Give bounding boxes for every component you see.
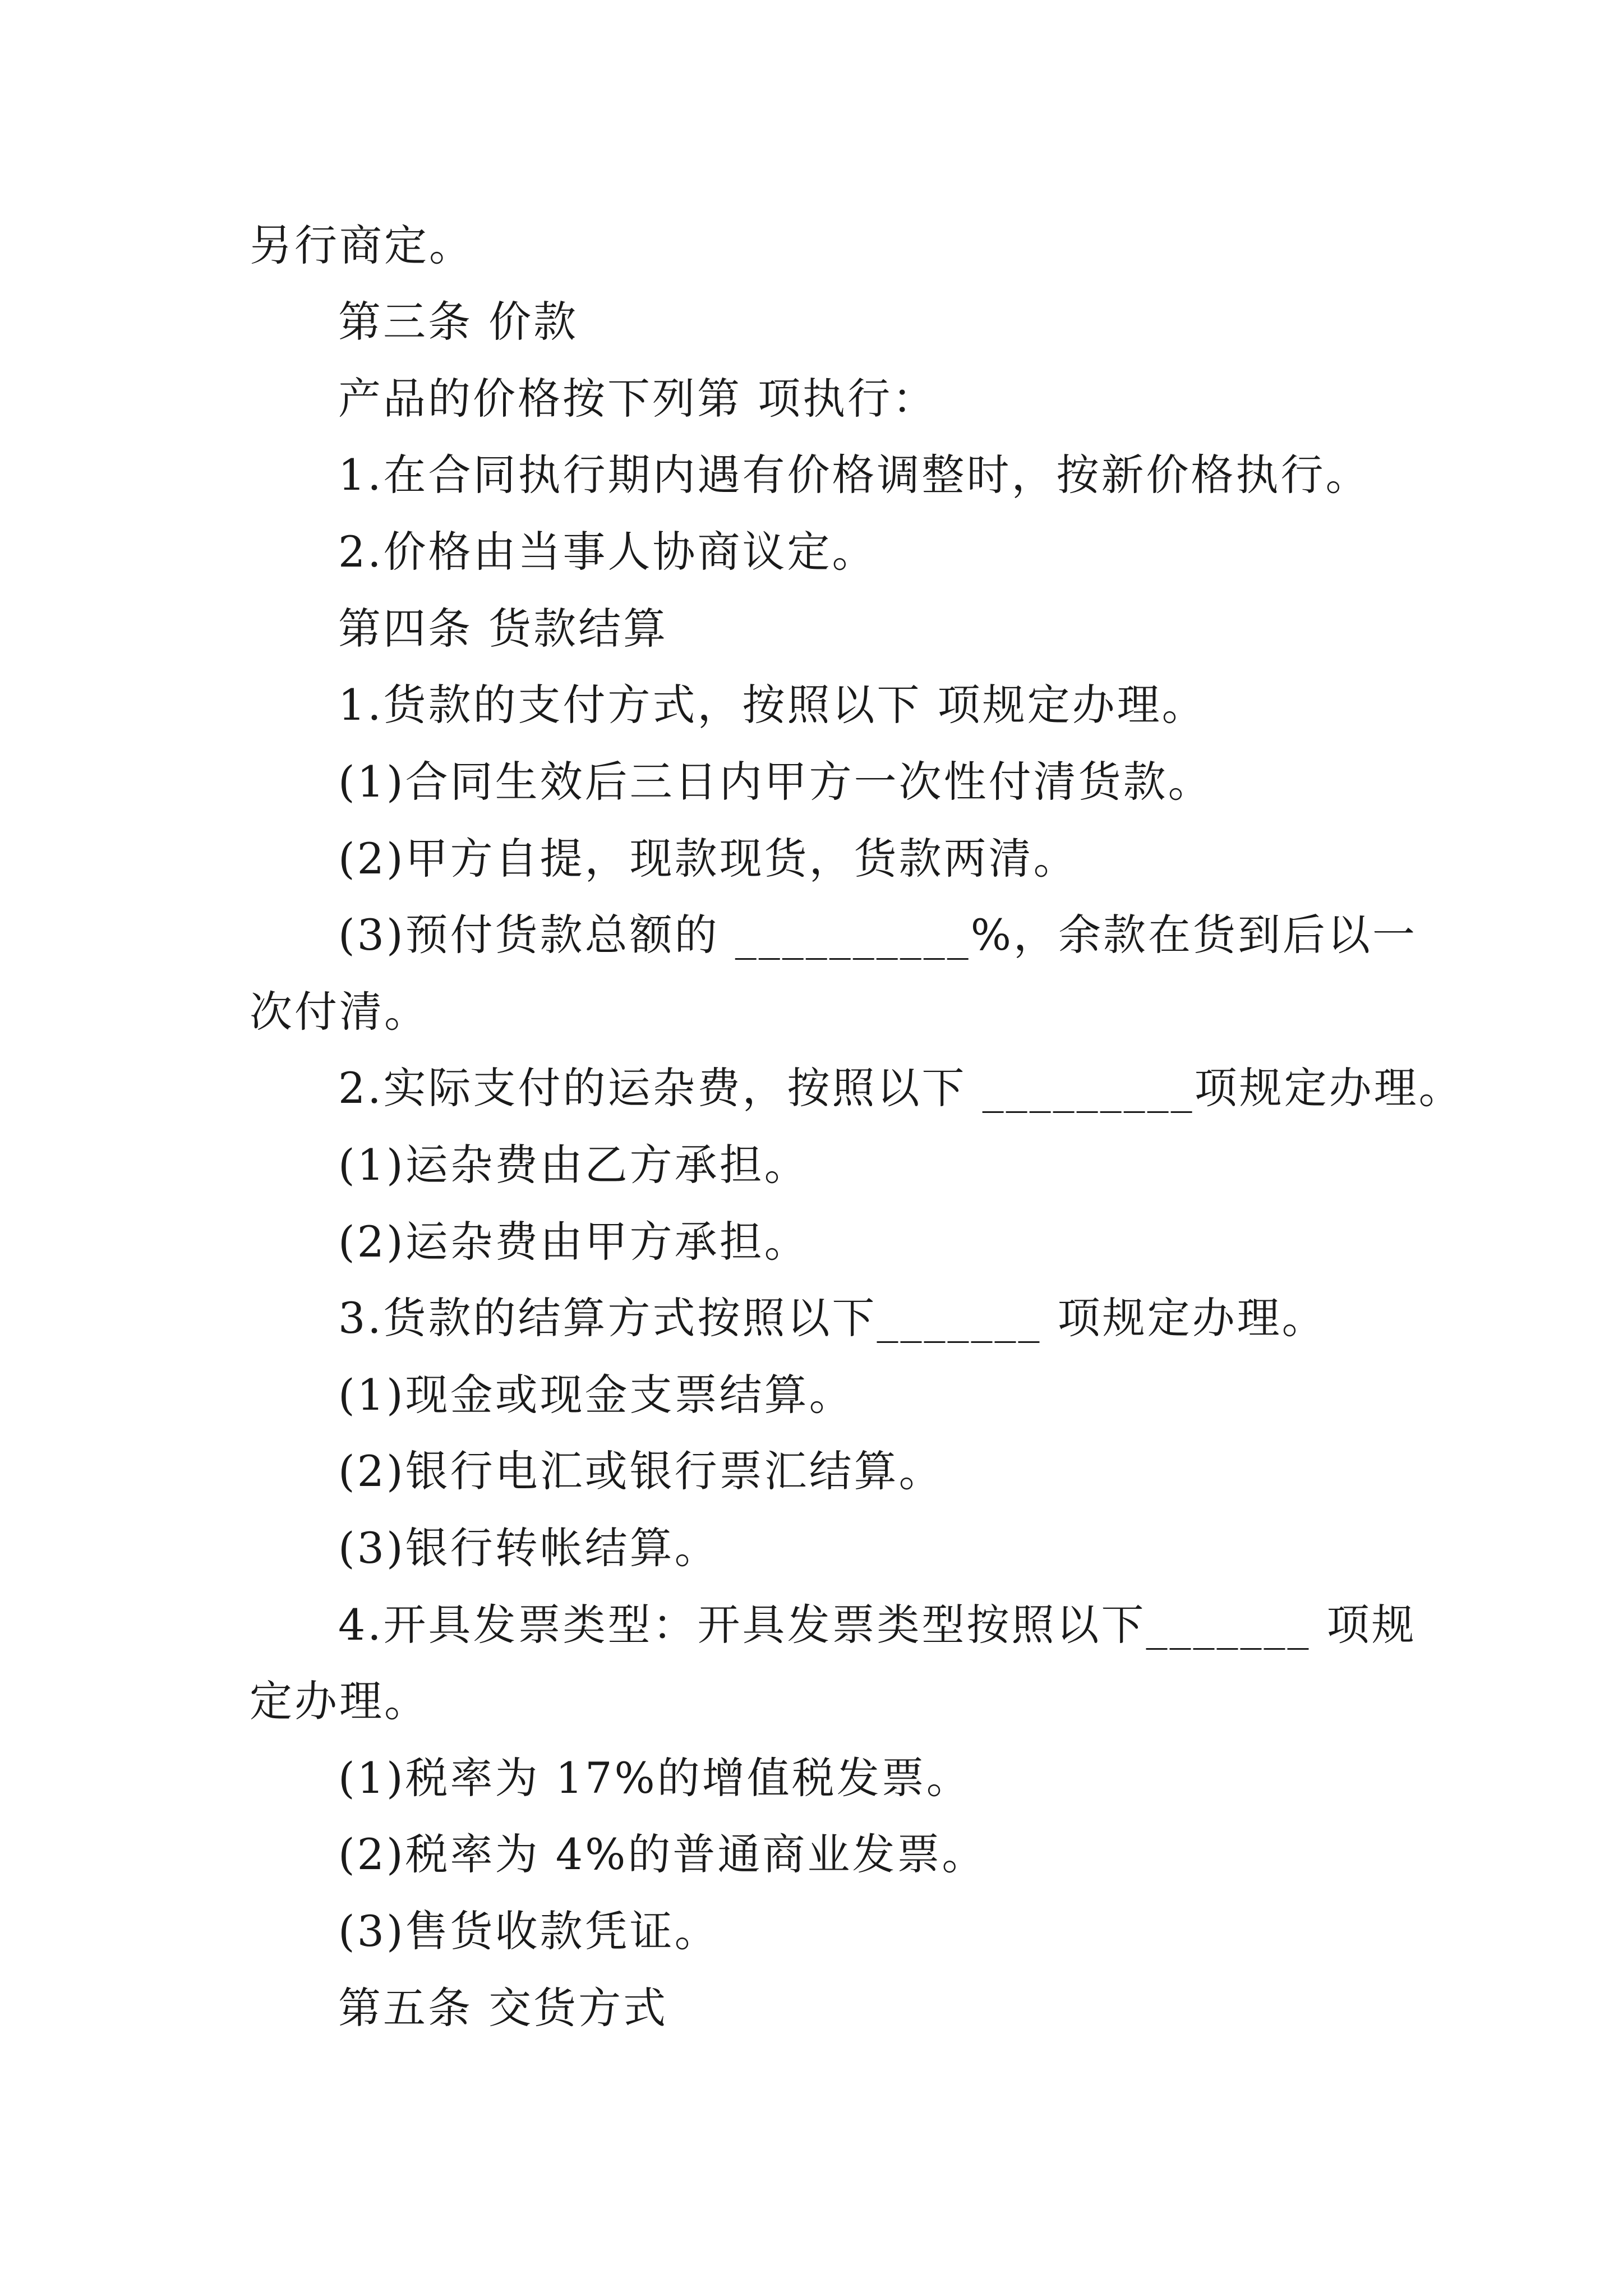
text-line: (3)预付货款总额的 __________%，余款在货到后以一 <box>338 910 1418 960</box>
text-line: (1)现金或现金支票结算。 <box>338 1370 854 1420</box>
article-5-heading: 第五条 交货方式 <box>338 1983 668 2033</box>
text-line: 1.货款的支付方式，按照以下 项规定办理。 <box>338 680 1207 730</box>
text-line: 产品的价格按下列第 项执行： <box>338 374 938 424</box>
text-line: (1)合同生效后三日内甲方一次性付清货款。 <box>338 757 1213 807</box>
text-line-continuation: 另行商定。 <box>250 220 474 270</box>
text-line: (1)运杂费由乙方承担。 <box>338 1140 809 1190</box>
article-4-heading: 第四条 货款结算 <box>338 604 668 654</box>
article-3-heading: 第三条 价款 <box>338 297 579 347</box>
text-line-continuation: 定办理。 <box>250 1676 429 1726</box>
text-line: (2)运杂费由甲方承担。 <box>338 1217 809 1267</box>
text-line: 3.货款的结算方式按照以下_______ 项规定办理。 <box>338 1293 1327 1343</box>
text-line: 4.开具发票类型：开具发票类型按照以下_______ 项规 <box>338 1600 1417 1650</box>
text-line: (2)税率为 4%的普通商业发票。 <box>338 1829 987 1879</box>
text-line: (1)税率为 17%的增值税发票。 <box>338 1753 971 1803</box>
text-line: 2.价格由当事人协商议定。 <box>338 527 877 577</box>
text-line: (3)售货收款凭证。 <box>338 1906 720 1956</box>
text-line: 1.在合同执行期内遇有价格调整时，按新价格执行。 <box>338 450 1371 500</box>
text-line: (2)甲方自提，现款现货，货款两清。 <box>338 834 1078 884</box>
text-line: 2.实际支付的运杂费，按照以下 _________项规定办理。 <box>338 1063 1464 1113</box>
text-line-continuation: 次付清。 <box>250 987 429 1037</box>
text-line: (3)银行转帐结算。 <box>338 1523 720 1573</box>
text-line: (2)银行电汇或银行票汇结算。 <box>338 1446 944 1496</box>
